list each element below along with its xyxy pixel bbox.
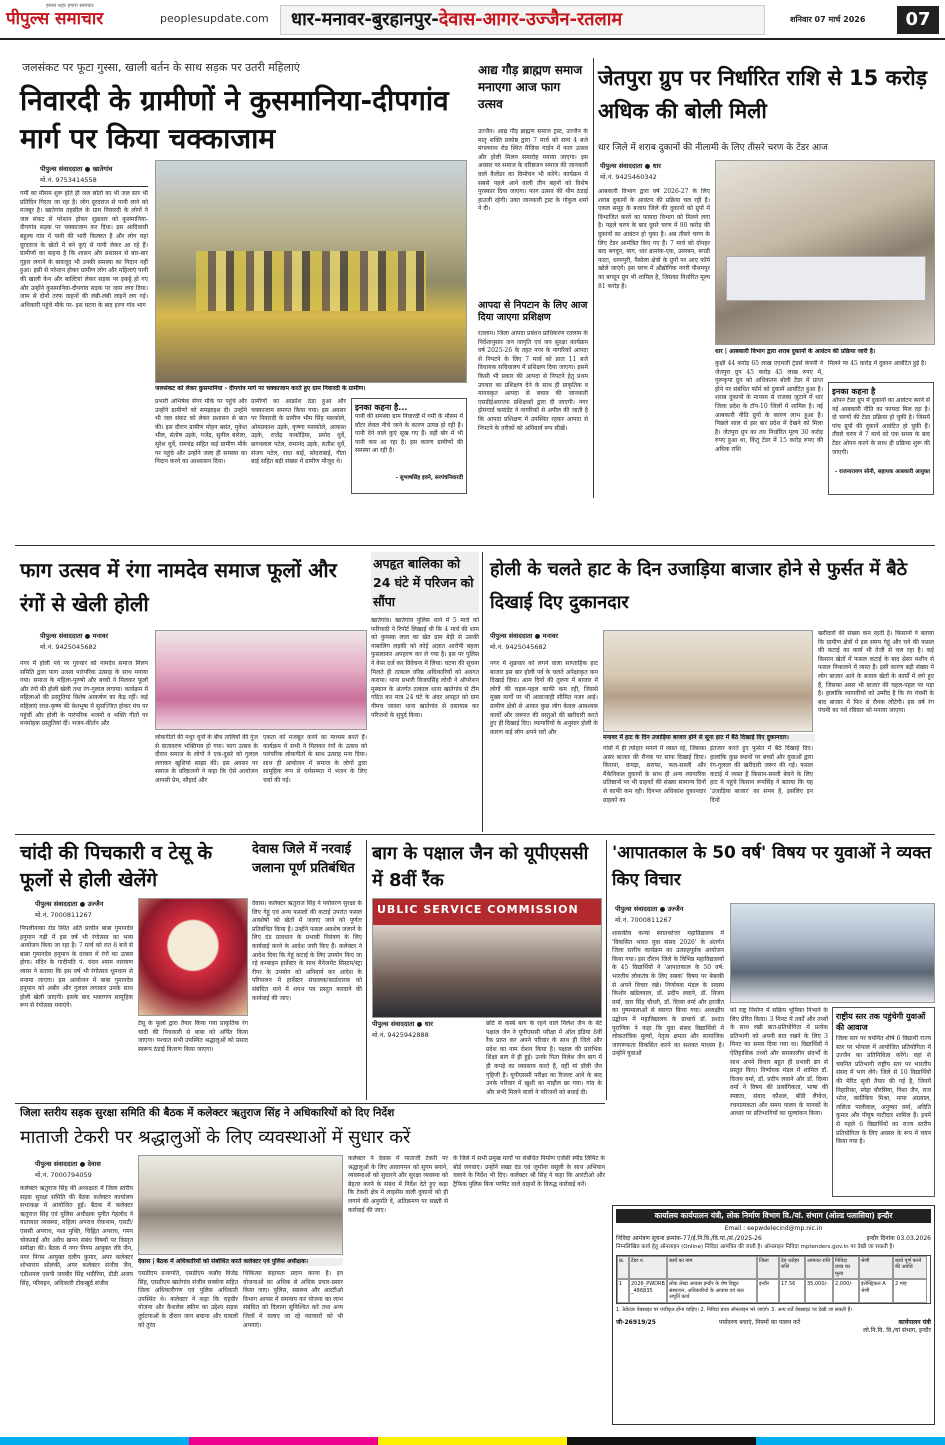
story10-body-col2: को राष्ट्र निर्माण में सक्रिय भूमिका निभाने के लिए प्रेरित किया। 3 मिनट में तर्कों और तथ्यों के साथ रखी बात-प्रतियोगिता में प्रत्येक प्रतिभागी को अपनी बात रखने के लिए 3 मिनट का समय दिया गया था। विद्यार्थियों ने ऐतिहासिक तथ्यों और समकालीन संदर्भों के साथ अपने विचार बहुत ही प्रभावी ढंग से प्रस्तुत किए। निर्णायक मंडल में शामिल डॉ. विजय वर्मा, डॉ. प्रदीप लवाने और डॉ. दिव्या वर्मा ने विषय की प्रासंगिकता, भाषा की स्पष्टता, संवाद कौशल, बॉडी लैंग्वेज, रचनात्मकता और समय पालन के मानकों के आधार पर प्रतिभागियों का मूल्यांकन किया। xyxy=(730,1007,828,1118)
story1-body-col3: ग्रामीणों का आक्रोश ठंडा हुआ और चक्काजाम समाप्त किया गया। इस अवसर पर निवारदी के ग्रामीण भीम सिंह मसकोले, ओमप्रकाश उइके, कृष्णा मसकोले, आकाश उइके, राजेंद्र ककोड़िया, प्रमोद धुर्वे, छगनलाल पटेल, रामानंद उइके, सतीश धुर्वे, संजय पटेल, राधा बाई, सोदराबाई, गीता बाई सहित बड़ी संख्या में ग्रामीण मौजूद थे। xyxy=(251,398,346,466)
tender-notes: 1. ठेकेदार वेबसाइट पर पंजीकृत होना चाहिए। 2. निविदा प्रपत्र ऑनलाइन भरे जाएंगे। 3. अन्य शर्तें वेबसाइट पर देखी जा सकती हैं। xyxy=(616,1306,853,1313)
logo xyxy=(6,3,156,35)
story10-body-col1: शासकीय कन्या स्नातकोत्तर महाविद्यालय में 'विकसित भारत युवा संसद 2026' के अंतर्गत जिला स्तरीय कार्यक्रम का उत्साहपूर्वक आयोजन किया गया। इस दौरान जिले के विभिन्न महाविद्यालयों के 45 विद्यार्थियों ने 'आपातकाल के 50 वर्ष: भारतीय लोकतंत्र के लिए सबक' विषय पर बेबाकी से अपने विचार रखे। निर्णायक मंडल के सदस्य किशोर खंडेलवाल, डॉ. प्रदीप लवाने, डॉ. विजय वर्मा, दारा सिंह चौधरी, डॉ. दिव्या वर्मा और हरजीत का पुष्पमालाओं से स्वागत किया गया। अध्यक्षीय उद्बोधन में महाविद्यालय के प्राचार्य डॉ. प्रशांत पुराणिक ने कहा कि युवा संसद विद्यार्थियों में लोकतांत्रिक मूल्यों, नेतृत्व क्षमता और सामाजिक जागरूकता विकसित करने का सशक्त माध्यम है। उन्होंने युवाओं xyxy=(612,930,724,1058)
story11-kicker: जिला स्तरीय सड़क सुरक्षा समिति की बैठक में कलेक्टर ऋतुराज सिंह ने अधिकारियों को दिए निर्देश xyxy=(20,1107,395,1119)
story10-mobile: मो.नं. 7000811267 xyxy=(615,916,672,924)
story9-photo xyxy=(372,898,602,1018)
column-divider xyxy=(366,840,367,1100)
tender-cell: 17.56 xyxy=(779,1279,805,1303)
story9-mobile: मो.नं. 9425942888 xyxy=(372,1031,429,1039)
story3-quote: ओपन टेंडर ग्रुप में दुकानों का आवंटन करने से नई आबकारी नीति का फायदा मिल रहा है। दो चरणों की टेंडर प्रक्रिया हो चुकी है। जिसमें पांच ग्रुपों की दुकानें आवंटित हो चुकी हैं। तीसरे चरण में 7 मार्च को एक समय के बाद टेंडर ओपन करने के साथ ही प्रक्रिया शुरू की जाएगी। xyxy=(832,397,930,456)
story1-mobile: मो.नं. 9753414558 xyxy=(40,176,97,184)
story9-byline: पीपुल्स संवाददाता ● धार xyxy=(372,1020,433,1028)
story10-headline: 'आपातकाल के 50 वर्ष' विषय पर युवाओं ने व्यक्त किए विचार xyxy=(612,843,932,890)
story9-headline: बाग के पक्षाल जैन को यूपीएससी में 8वीं रैंक xyxy=(372,843,589,891)
story1-quote: पानी की समस्या ग्राम निवारदी में गर्मी के मौसम में वॉटर लेवल नीचे जाने के कारण उत्पन्न हो रही है। पानी देने वाले कुएं सूख गए हैं। वहीं बोर में भी पानी कम आ रहा है। इस कारण ग्रामीणों की समस्या आ रही है। xyxy=(355,413,463,455)
story6-mobile: मो.नं. 9425045682 xyxy=(490,643,547,651)
tender-cell: इन्दौर xyxy=(757,1279,779,1303)
story3-headline: जेतपुरा ग्रुप पर निर्धारित राशि से 15 करोड़ अधिक की बोली मिली xyxy=(598,66,927,123)
tender-notice-no: निविदा आमंत्रण सूचना क्रमांक-77/ई.नि.वि./वि.यां./सं./2025-26 xyxy=(616,1235,762,1242)
story1-headline: निवारदी के ग्रामीणों ने कुसमानिया-दीपगांव मार्ग पर किया चक्काजाम xyxy=(20,84,449,155)
story6-byline: पीपुल्स संवाददाता ● मनावर xyxy=(490,632,559,640)
story3-sub: धार जिले में शराब दुकानों की नीलामी के लिए तीसरे चरण के टेंडर आज xyxy=(598,143,828,153)
logo-text: पीपुल्स समाचार xyxy=(6,9,104,29)
tender-email[interactable]: Email : eepwdelecind@mp.nic.in xyxy=(724,1225,823,1232)
story3-mobile: मो.नं. 9425460342 xyxy=(600,173,657,181)
story10-side-body: जिला स्तर पर चयनित शीर्ष 6 विद्यार्थी राज्य स्तर पर भोपाल में आयोजित प्रतियोगिता में उज्जैन का प्रतिनिधित्व करेंगे। वहां से चयनित प्रतिभागी राष्ट्रीय स्तर पर भारतीय संसद में भाग लेंगे। जिले से 10 विद्यार्थियों की मेरिट सूची तैयार की गई है, जिनमें निहारिका, स्नेहा चौरसिया, निशा जैन, राज भोज, कार्तिकेय मिश्रा, माया अग्रवाल, ललिता पालीवाल, अनुष्का वर्मा, अदिति कुमार और पीयूष पाटीदार शामिल हैं। इनमें से पहले 6 विद्यार्थियों का राज्य स्तरीय प्रतियोगिता के लिए अवसर के रूप में चयन किया गया है। xyxy=(836,1035,931,1146)
story2-headline2: आपदा से निपटान के लिए आज दिया जाएगा प्रशिक्षण xyxy=(478,300,588,323)
tender-title: कार्यालय कार्यपालन यंत्री, लोक निर्माण विभाग वि./यां. संभाग (ओल्ड पलासिया) इन्दौर xyxy=(616,1209,931,1223)
story10-byline: पीपुल्स संवाददाता ● उज्जैन xyxy=(615,905,684,913)
tender-cell: 2 माह xyxy=(893,1279,927,1303)
story7-byline: पीपुल्स संवाददाता ● उज्जैन xyxy=(35,900,104,908)
story3-quote-title: इनका कहना है xyxy=(832,387,876,396)
tender-col: निविदा प्रपत्र का मूल्य xyxy=(833,1256,859,1280)
tender-cell: 35,000/- xyxy=(805,1279,833,1303)
story5-body: खातेगांव। खातेगांव पुलिस थाने में 5 मार्च को फरियादी ने रिपोर्ट लिखाई थी कि 4 मार्च की शाम को कुमस्क लाल का खेत ग्राम बेड़ी से उसकी नाबालिग लड़की को कोई अज्ञात आरोपी बहला फुसलाकर अपहरण कर ले गया है। इस पर पुलिस ने केस दर्ज कर विवेचना में लिया। घटना की सूचना मिलते ही तत्काल वरिष्ठ अधिकारियों को अवगत कराया। थाना प्रभारी विजयसिंह लोधी ने ऑपरेशन मुस्कान के अंतर्गत तत्काल थाना खातेगांव से टीम गठित कर मात्र 24 घंटे के अंदर अपहृत को ग्राम नीमच जावरा थाना खातेगांव से दस्तयाब कर परिजनों के सुपुर्द किया। xyxy=(371,617,479,719)
tender-col: कार्य पूर्ण करने की अवधि xyxy=(893,1256,927,1280)
story4-byline: पीपुल्स संवाददाता ● मनावर xyxy=(40,632,109,640)
story11-byline: पीपुल्स संवाददाता ● देवास xyxy=(35,1160,101,1168)
story11-caption: देवास | बैठक में अधिकारियों को संबोधित करते कलेक्टर एवं पुलिस अधीक्षक। xyxy=(138,1258,343,1266)
story1-caption: जलसंकट को लेकर कुसमानिया - दीपगांव मार्ग पर चक्काजाम करते हुए ग्राम निवारदी के ग्रामीण। xyxy=(155,385,366,392)
divider xyxy=(40,186,148,187)
tender-date: इन्दौर दिनांक 03.03.2026 xyxy=(866,1235,931,1242)
tender-col: देय धरोहर राशि xyxy=(779,1256,805,1280)
story7-photo xyxy=(138,898,248,1016)
story9-body: छोटे से कस्बे बाग के रहने वाले निलेश जैन के बेटे पक्षाल जैन ने यूपीएससी परीक्षा में ऑल इंडिया 8वीं रैंक प्राप्त कर अपने परिवार के साथ ही जिले और प्रदेश का नाम रोशन किया है। पक्षाल की प्रारंभिक शिक्षा बाग में ही हुई। उनके पिता निलेश जैन बाग में ही कपड़े का व्यवसाय करते हैं, वहीं मां डॉली जैन गृहिणी हैं। यूपीएससी परीक्षा का रिजल्ट आने के बाद उनके परिवार में खुशी का माहौल छा गया। गांव के और सभी मिलने वालों ने परिजनों को बधाई दी। xyxy=(486,1020,602,1096)
story6-caption: मनावर में हाट के दिन उजाड़िया बाजार होने से सूना हाट में बैठे दिखाई दिए दुकानदार। xyxy=(603,734,815,742)
story4-body-col3: एकता को मजबूत करने का माध्यम बनते हैं। कार्यक्रम में सभी ने मिलकर रंगों के उत्सव को पारंपरिक लोकगीतों के साथ उत्साह मना दिया। साथ ही आयोजन में समाज के लोगों द्वारा सामूहिक रूप से धर्मसम्मत में भजन के लिए चर्चा की गई। xyxy=(263,734,367,784)
tender-col: क्र. xyxy=(617,1256,629,1280)
story8-headline: देवास जिले में नरवाई जलाना पूर्ण प्रतिबंधित xyxy=(252,842,355,876)
tender-col: अमानत राशि xyxy=(805,1256,833,1280)
page-number: 07 xyxy=(897,6,939,34)
story3-photo xyxy=(715,160,935,345)
tender-box xyxy=(612,1205,935,1425)
story9-banner: UBLIC SERVICE COMMISSION xyxy=(377,903,579,916)
story3-caption: धार | आबकारी विभाग द्वारा शराब दुकानों के आवंटन की प्रक्रिया जारी है। xyxy=(715,348,876,355)
protest-crowd xyxy=(196,251,426,311)
story2-body: उज्जैन। आद्य गौड़ ब्राह्मण समाज ट्रस्ट, उज्जैन के मातृ शक्ति प्रकोष्ठ द्वारा 7 मार्च को सायं 4 बजे मंगलनाथ रोड स्थित मैजिक गार्डन में फाग उत्सव और होली मिलन समारोह मनाया जाएगा। इस अवसर पर समाज के वरिष्ठजन समाज की जानकारी वाले कैलेंडर का विमोचन भी करेंगे। कार्यक्रम में सबसे पहले आने वाली तीन बहनों को विशेष पुरस्कार दिया जाएगा। फाग उत्सव की थीम ठंडाई हाउजी रहेगी। उक्त जानकारी ट्रस्ट के गोकुल शर्मा ने दी। xyxy=(478,128,588,213)
story1-kicker: जलसंकट पर फूटा गुस्सा, खाली बर्तन के साथ सड़क पर उतरी महिलाएं xyxy=(22,61,300,74)
story1-quote-title: इनका कहना है... xyxy=(355,403,408,412)
tender-table xyxy=(616,1255,931,1304)
story1-body-col1: गर्मी का मौसम शुरू होते ही जल स्रोतों का भी जल स्तर भी प्रतिदिन गिरता जा रहा है। लोग दूरदराज से पानी लाने को मजबूर है। खातेगांव तहसील के ग्राम निवारदी के लोगों ने जल संकट से परेशान होकर शुक्रवार को कुसमानिया-दीपगांव सड़क पर चक्काजाम कर दिया। इस आदिवासी बहुल्य गांव में पानी की भारी किल्लत है और लोग यहां दूरदराज के खेतों में बने कुएं से पानी लेकर आ रहे हैं। ग्रामीणों का कहना है कि शासन और प्रशासन से बार-बार गुहार लगाने के बावजूद भी उनकी समस्या का निदान नहीं हुआ। इसी से परेशान होकर ग्रामीण लोग और महिलाएं पानी की खाली केन और बाल्टियां लेकर सड़क पर इकट्ठे हो गए और उन्होंने कुसमानिया-दीपगांव सड़क पर जाम लगा दिया। जाम से दोनों तरफ वाहनों की लंबी-लंबी लाइनें लग गई। अधिकारी पहुंचे मौके पर- इस घटना के बाद हरण गांव भाग xyxy=(20,190,148,309)
cities-red: देवास-आगर-उज्जैन-रतलाम xyxy=(438,9,623,30)
story7-body: पिपलीनाका रोड स्थित अति प्राचीन बाबा गुमानदेव हनुमान गढ़ी में इस वर्ष भी रंगोत्सव का भव्य आयोजन किया जा रहा है। 7 मार्च को रात 8 बजे से बाबा गुमानदेव हनुमान के दरबार में रंगों का उत्सव होगा। मंदिर के गादीपति पं. चंदन श्याम नारायण व्यास ने बताया कि इस वर्ष भी रंगोत्सव धूमधाम से मनाया जाएगा। इस आयोजन में बाबा गुमानदेव हनुमान को अबीर और गुलाल लगाकर उनके साथ होली खेली जाएगी। इसके बाद भक्तगण सामूहिक रूप से रंगोत्सव मनाएंगे। xyxy=(20,925,133,1010)
story4-photo xyxy=(155,630,367,730)
story1-quote-box xyxy=(351,398,467,494)
story7-mobile: मो.नं. 7000811267 xyxy=(35,911,92,919)
color-strip xyxy=(0,1437,945,1445)
tender-footer: पर्यावरण बचाएं, नियमों का पालन करें xyxy=(718,1318,801,1326)
tender-col: कार्य का नाम xyxy=(667,1256,757,1280)
story11-body-col4: कलेक्टर ने देवास में माताजी टेकरी पर श्रद्धालुओं के लिए आवागमन को सुगम बनाने, व्यवस्थाओं को सुधारने और सुरक्षा व्यवस्था को बेहतर करने के संबंध में निर्देश देते हुए कहा कि टेकरी क्षेत्र में लाइसेंस वाली दुकानों को ही लगाने की अनुमति दें, अतिक्रमण पर सख्ती से कार्रवाई की जाए। xyxy=(348,1155,448,1214)
story2-headline: आद्य गौड़ ब्राह्मण समाज मनाएगा आज फाग उत्सव xyxy=(478,63,583,111)
story6-headline: होली के चलते हाट के दिन उजाड़िया बाजार होने से फुर्सत में बैठे दिखाई दिए दुकानदार xyxy=(490,559,908,613)
story7-caption: टेसू के फूलों द्वारा तैयार किया गया प्राकृतिक रंग चांदी की पिचकारी से बाबा को अर्पित किया जाएगा। पश्चात सभी उपस्थित श्रद्धालुओं को प्रसाद स्वरूप ठंडाई वितरण किया जाएगा। xyxy=(138,1020,248,1053)
office-table xyxy=(726,256,926,301)
tender-col: जिला xyxy=(757,1256,779,1280)
header-date: शनिवार 07 मार्च 2026 xyxy=(790,15,866,24)
story10-sidebar xyxy=(832,1007,935,1197)
tender-signer2: लो.नि.वि. वि./यां संभाग, इन्दौर xyxy=(863,1326,931,1334)
tender-cell: 2026_PWDRB_486835 xyxy=(629,1279,667,1303)
cities-black: धार-मनावर-बुरहानपुर- xyxy=(291,9,439,30)
story6-body-col2: गांवों में ही त्योहार मनाने में व्यस्त रहे, जिसका असर बाजार की रौनक पर साफ दिखाई दिया। किराना, कपड़ा, सराफा, फल-सब्जी और मैकेनिकल दुकानों के साथ ही अन्य व्यापारिक प्रतिष्ठानों पर भी ग्राहकों की संख्या सामान्य दिनों से काफी कम रही। दिनभर अधिकांश दुकानदार ग्राहकों का xyxy=(603,745,706,804)
story1-body-col2: प्रभारी अभिषेक सेंगर मौके पर पहुंचे और उन्होंने ग्रामीणों को समझाइश दी। उन्होंने भी जल संकट को लेकर प्रशासन से बात की। इस दौरान ग्रामीण मोहन बसंत, मुकेश भील, संतोष उइके, गजेंद्र, सुनील बारेला, सुरेश धुर्वे, रामचंद्र सहित कई ग्रामीण मौके पर पहुंचे और उन्होंने जल्द ही समस्या का निदान करने का आश्वासन दिया। xyxy=(155,398,247,466)
story3-body-col2: कुक्षी 44 करोड़ 65 लाख एएमजी ट्रेडर्स कंपनी ने जेतपुरा ग्रुप 45 करोड़ 45 लाख रुपए में, गुरूकृपा ग्रुप को अधिकतम बोली टेंडर में प्राप्त होने पर संबंधित फॉर्म को दुकानें आवंटित हुआ है। शराब दुकानों के माध्यम से राजस्व जुटाने में धार जिला प्रदेश के टॉप-10 जिलों में शामिल है। नई आबकारी नीति ग्रुपों के कारण लाभ हुआ है। पिछले साल से इस बार प्रदेश में देखने को मिला है। जेतपुरा ग्रुप का तय निर्धारित मूल्य 30 करोड़ रुपए हुआ था, किंतु टेंडर में 15 करोड़ रुपए की अधिक राशि xyxy=(715,360,823,453)
cities-banner xyxy=(280,5,765,35)
story7-headline: चांदी की पिचकारी व टेसू के फूलों से होली खेलेंगे xyxy=(20,842,213,891)
tender-cell: लोक लेखा आवास इन्दौर के शेष विद्युत संस्थापन, अधिकारियों के आवास एवं जल अपूर्ति कार्य xyxy=(667,1279,757,1303)
story1-byline: पीपुल्स संवाददाता ● खातेगांव xyxy=(40,165,113,173)
section-divider xyxy=(15,834,935,835)
story10-side-title: राष्ट्रीय स्तर तक पहुंचेगी युवाओं की आवाज xyxy=(836,1012,926,1032)
story4-body-col1: नगर में होली पर्व पर गुरुवार को नामदेव समाज मिलन समिति द्वारा फाग उत्सव पारंपरिक उत्साह के साथ मनाया गया। समाज के महिला-पुरुषों और बच्चों ने मिलकर फूलों और रंगों की होली खेली तथा रंग-गुलाल लगाया। कार्यक्रम में महिलाओं की प्रस्तुतियां विशेष आकर्षण का केंद्र रहीं। कई महिलाएं राधा-कृष्ण की वेशभूषा में सुसज्जित होकर मंच पर पहुंचीं और होली के पारंपरिक भजनों व भक्ति गीतों पर मनमोहक प्रस्तुतियां दीं। भजन-कीर्तन और xyxy=(20,660,148,728)
story11-headline: माताजी टेकरी पर श्रद्धालुओं के लिए व्यवस्थाओं में सुधार करें xyxy=(20,1127,411,1148)
story3-byline: पीपुल्स संवाददाता ● धार xyxy=(600,162,661,170)
story11-mobile: मो.नं. 7000794059 xyxy=(35,1171,92,1179)
story6-body-col3: इंतजार करते हुए फुर्सत में बैठे दिखाई दिए। हालांकि कुछ स्थानों पर बच्चों और युवाओं द्वारा रंग-गुलाल की खरीदारी जरूर की गई। फसल कटाई में व्यस्त हैं किसान-सब्जी बेचने के लिए हाट में पहुंचे किसान रूपसिंह ने बताया कि यह 'उजाड़िया बाजार' का समय है, इसलिए इन दिनों xyxy=(710,745,813,804)
tender-col: टेंडर न. xyxy=(629,1256,667,1280)
story5-box xyxy=(371,552,479,830)
tender-intro: निम्नलिखित कार्य हेतु ऑनलाइन (Online) निविदा आमंत्रित की जाती है। ऑनलाइन निविदा mptenders.gov.in पर देखी जा सकती है। xyxy=(616,1244,895,1250)
masthead xyxy=(0,0,945,40)
column-divider xyxy=(593,58,594,498)
section-divider xyxy=(15,545,935,546)
column-divider xyxy=(482,552,483,832)
story1-quote-by: - सुभाषसिंह इवने, सरपंचनिवारदी xyxy=(395,475,463,481)
tender-signer: कार्यपालन यंत्री xyxy=(898,1318,931,1326)
section-divider xyxy=(15,1103,605,1104)
story4-mobile: मो.नं. 9425045682 xyxy=(40,643,97,651)
story1-photo xyxy=(155,160,467,383)
tender-ref: जी-26919/25 xyxy=(616,1318,656,1326)
story10-photo xyxy=(730,903,935,1003)
story2-body2: रतलाम। जिला आपदा प्रबंधन प्राधिकरण रतलाम के निर्देशानुसार जन जागृति एवं जन सुरक्षा कार्यक्रम वर्ष 2025-26 के तहत नगर के नागरिकों आपदा से निपटने के लिए 7 मार्च को प्रातः 11 बजे विधायक सचिवालय में प्रशिक्षण दिया जाएगा। इसमें किसी भी प्रकार की आपदा से निपटने हेतु प्रथम उपचार का प्रशिक्षण देने के साथ ही प्राकृतिक व मानवकृत आपदा से बचाव की जानकारी एसडीईआरएफ प्रशिक्षकों द्वारा दी जाएगी। नगर होमगार्ड कमांडेंट ने नागरिकों से अपील की जाती है कि आपदा प्रशिक्षण में उपस्थित रहकर आपदा से निपटने के तरीकों को अनिवार्य रूप सीखें। xyxy=(478,330,588,432)
story4-headline: फाग उत्सव में रंगा नामदेव समाज फूलों और रंगों से खेली होली xyxy=(20,558,337,616)
story6-body-col4: खरीदारों की संख्या कम रहती है। किसानों ने बताया कि ग्रामीण क्षेत्रों में इस समय गेहूं और चने की फसल की कटाई का कार्य भी तेजी से चल रहा है। कई किसान खेतों में फसल कटाई के बाद थ्रेसर मशीन से फसल निकालने में व्यस्त हैं। इसी कारण बड़ी संख्या में लोग बाजार आने के बजाय खेतों के कार्यों में लगे हुए हैं, जिसका असर भी बाजार की चहल-पहल पर पड़ा है। हालांकि व्यापारियों को उम्मीद है कि रंग पंचमी के बाद बाजार में फिर से रौनक लौटेगी। इस वर्ष रंग पंचमी का पर्व रविवार को मनाया जाएगा। xyxy=(818,630,934,715)
story4-body-col2: लोकगीतों की मधुर धुनों के बीच तालियों की गूंज से वातावरण भक्तिमय हो गया। फाग उत्सव के दौरान समाज के लोगों ने एक-दूसरे को गुलाल लगाकर खुशियां साझा कीं। इस अवसर पर समाज के वरिष्ठजनों ने कहा कि ऐसे आयोजन आपसी प्रेम, सौहार्द और xyxy=(155,734,258,784)
tender-cell: 2,000/- xyxy=(833,1279,859,1303)
tender-cell: इलेक्ट्रिकल A श्रेणी xyxy=(859,1279,893,1303)
story11-body-col2: एसडीएम प्रजापति, एसडीएम कन्नौद विजेंद्र सिंह, एसडीएम खातेगांव संजीव सक्सेना सहित जिला अधिकारीगण एवं पुलिस अधिकारी उपस्थित थे। कलेक्टर ने कहा कि राहवीर योजना और कैशलेस स्कीम का उद्देश्य सड़क दुर्घटनाओं के दौरान जान बचाना और घायलों को तुरंत xyxy=(138,1270,238,1329)
story11-photo xyxy=(138,1155,343,1255)
story11-body-col5: के जिले में सभी प्रमुख मार्गों पर संबंधित निर्माण एजेंसी स्पीड लिमिट के बोर्ड लगवाए। उन्होंने सख्त दंड एवं जुर्माना वसूली के साथ अभियान चलाने के निर्देश भी दिए। कलेक्टर श्री सिंह ने कहा कि आरटीओ और ट्रैफिक पुलिस बिना परमिट वाले वाहनों के विरुद्ध कार्रवाई करें। xyxy=(453,1155,605,1188)
story3-quote-box xyxy=(828,382,934,495)
tender-cell: 1 xyxy=(617,1279,629,1303)
story3-body-col1: आबकारी विभाग द्वारा वर्ष 2026-27 के लिए शराब दुकानों के आवंटन की प्रक्रिया चल रही है। एकल समूह के बजाय जिले की दुकानों को ग्रुपों में विभाजित करने का फायदा विभाग को मिलने लगा है। पहले चरण के बाद दूसरे चरण में 90 करोड़ की दुकानों का आवंटन हो चुका है। अब तीसरे चरण के लिए टेंडर आमंत्रित किए गए हैं। 7 मार्च को दोपहर बाद बगदून, बाग, धार क्रमांक-एक, उमरबन, बगडी फाटा, धरमपुरी, पैसोला क्षेत्रों के ग्रुपों पर आए फॉर्म खोले जाएंगे। इस चरण में औद्योगिक नगरी पीथमपुर का बगदून ग्रुप भी शामिल है, जिसका निर्धारित मूल्य 81 करोड़ है। xyxy=(598,188,710,290)
column-divider xyxy=(606,840,607,1100)
story6-photo xyxy=(603,630,813,732)
story11-body-col1: कलेक्टर ऋतुराज सिंह की अध्यक्षता में जिला स्तरीय सड़क सुरक्षा समिति की बैठक कलेक्टर कार्यालय सभाकक्ष में आयोजित हुई। बैठक में कलेक्टर ऋतुराज सिंह एवं पुलिस अधीक्षक पुनीत गेहलोद ने यातायात व्यवस्था, महिला अपराध रोकथाम, एसटी/एससी अपराध, नशा मुक्ति, चिह्नित अपराध, गमन चोकसाई और अवैध खनन संबंध विषयों पर विस्तृत समीक्षा की। बैठक में नगर निगम आयुक्त रवि जैन, नगर निगम आयुक्त दलीप कुमार, अपर कलेक्टर शोभाराम सोलंकी, अपर कलेक्टर संजीव जैन, एडीशनल एसपी जयवीर सिंह भदौरिया, डीडी अजय सिंह, परिवहन, अधिकारी टोंकखुर्द संजीव xyxy=(20,1185,133,1287)
story3-quote-by: - राजनारायण सोनी, सहायक आबकारी आयुक्त xyxy=(834,469,930,475)
story6-body-col1: नगर में शुक्रवार को लगने वाला साप्ताहिक हाट बाजार इस बार होली पर्व के चलते अपेक्षाकृत कम दिखाई दिया। आम दिनों की तुलना में बाजार में लोगों की चहल-पहल काफी कम रही, जिससे मुख्य मार्गों पर भी आवाजाही सीमित नजर आई। ग्रामीण क्षेत्रों से आकर कुछ लोग केवल आवश्यक कार्यों और जरूरत की वस्तुओं की खरीदारी करते हुए ही दिखाई दिए। व्यापारियों के अनुसार होली के कारण कई लोग अपने घरों और xyxy=(490,660,598,736)
site-url[interactable]: peoplesupdate.com xyxy=(160,12,269,25)
tender-col: श्रेणी xyxy=(859,1256,893,1280)
story8-body: देवास। कलेक्टर ऋतुराज सिंह ने पर्यावरण सुरक्षा के लिए गेहूं एवं अन्य फसलों की कटाई उपरांत फसल अवशेषों को खेतों में जलाए जाने को पूर्णतः प्रतिबंधित किया है। उन्होंने फसल अवशेष जलाने के लिए दंड प्रावधान के प्रभावी नियंत्रण के लिए कार्यवाई करने के आदेश जारी किए हैं। कलेक्टर ने आदेश दिया कि गेहूं कटाई के लिए उपयोग किए जा रहे कम्बाइन हार्वेस्टर के साथ मैनेजमेंट सिस्टम/स्ट्रा रीपर के उपयोग को अनिवार्य कर आदेश के परिपालन में हार्वेस्टर संचालक/कार्डधारक को संबंधित थाने में शपथ पत्र प्रस्तुत करवाने की कार्यवाई की जाए। xyxy=(252,900,362,1002)
story11-body-col3: चिकित्सा सहायता प्रदान करना है। इन योजनाओं का अधिक से अधिक प्रचार-प्रसार किया जाए। पुलिस, स्वास्थ्य और आरटीओ विभाग आपस में समन्वय कर योजना का लाभ संबंधित को दिलाना सुनिश्चित करें तथा अन्य जिलों में चलाए जा रहे नवाचारों को भी अपनाएं। xyxy=(243,1270,343,1329)
tagline: हमारा शहर हमारा समाचार xyxy=(46,3,94,9)
story3-body-col3: मिलने पर 45 करोड़ में दुकान आवंटित हुई है। xyxy=(828,360,927,367)
story5-headline: अपहृत बालिका को 24 घंटे में परिजन को सौंपा xyxy=(371,552,479,613)
